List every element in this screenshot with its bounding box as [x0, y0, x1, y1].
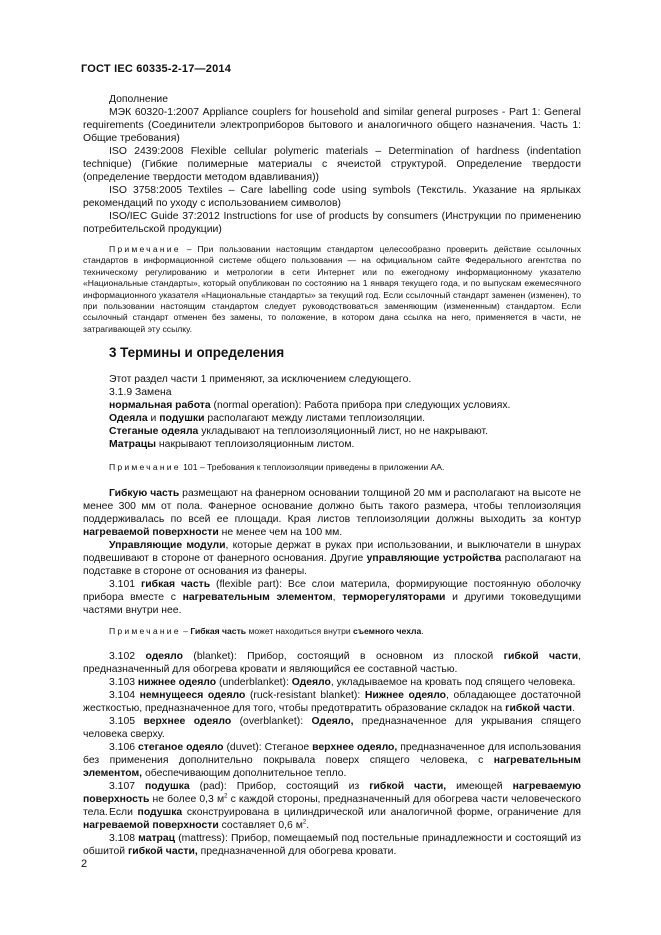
note-label: Примечание	[109, 244, 181, 254]
condition-blankets-pads: Одеяла и подушки располагают между листами теплоизоляции.	[109, 413, 426, 424]
definition-3-104: 3.104 немнущееся одеяло (ruck-resistant blanket): Нижнее одеяло, обладающее достаточной жесткостью, предназначенное для того, чтобы предотвратить образование складок на гибкой части.	[83, 690, 581, 714]
supplement-heading: Дополнение	[109, 94, 169, 105]
document-header: ГОСТ IEC 60335-2-17—2014	[81, 63, 232, 75]
definition-3-107: 3.107 подушка (pad): Прибор, состоящий из гибкой части, имеющей нагреваемую поверхность не более 0,3 $м^2$ с каждой стороны, предназначенный для обогрева части человеческого тела.	[83, 781, 581, 818]
condition-duvets: Стеганые одеяла укладывают на теплоизоляционный лист, но не накрывают.	[109, 426, 488, 437]
paragraph-pad-cylindrical: Если подушка сконструирована в цилиндрической или аналогичной форме, ограничение для нагреваемой поверхности составляет 0,6 $м^2$.	[83, 807, 582, 831]
definition-normal-operation: нормальная работа (normal operation): Работа прибора при следующих условиях.	[109, 400, 511, 411]
paragraph-flexible-part: Гибкую часть размещают на фанерном основании толщиной 20 мм и располагают на высоте не менее 300 мм от пола. Фанерное основание должно быть такого размера, чтобы теплоизоляция поддерживалась по всей ее площади. Края листов теплоизоляции должны выходить за контур нагреваемой поверхности не менее чем на 100 мм.	[83, 488, 581, 538]
note-flexible-part: Примечание – Гибкая часть может находиться внутри съемного чехла.	[109, 626, 424, 636]
note-101: Примечание 101 – Требования к теплоизоляции приведены в приложении АА.	[109, 462, 445, 472]
definition-3-101: 3.101 гибкая часть (flexible part): Все слои материла, формирующие постоянную оболочку прибора вместе с нагревательным элементом, терморегуляторами и другими токоведущими частями внутри нее.	[83, 579, 582, 616]
reference-iso-3758: ISO 3758:2005 Textiles – Care labelling code using symbols (Текстиль. Указание на ярлыках рекомендаций по уходу с использованием символов)	[83, 185, 581, 209]
reference-iso-2439: ISO 2439:2008 Flexible cellular polymeric materials – Determination of hardness (indentation technique) (Гибкие полимерные материалы с ячеистой структурой. Определение твердости (определение твердости методом вдавливания))	[83, 146, 581, 183]
definition-3-103: 3.103 нижнее одеяло (underblanket): Одеяло, укладываемое на кровать под спящего человека.	[109, 677, 576, 688]
section-title: 3 Термины и определения	[109, 345, 285, 360]
note-references	[83, 244, 581, 335]
definition-3-102: 3.102 одеяло (blanket): Прибор, состоящий в основном из плоской гибкой части, предназначенный для обогрева кровати и являющийся ее составной частью.	[83, 651, 582, 675]
definition-3-105: 3.105 верхнее одеяло (overblanket): Одеяло, предназначенное для укрывания спящего человека сверху.	[83, 716, 581, 740]
definition-3-108: 3.108 матрац (mattress): Прибор, помещаемый под постельные принадлежности и состоящий из обшитой гибкой части, предназначенной для обогрева кровати.	[83, 833, 582, 857]
paragraph-controls: Управляющие модули, которые держат в руках при использовании, и выключатели в шнурах подвешивают в стороне от фанерного основания. Другие управляющие устройства располагают на подставке в стороне от основания из фанеры.	[83, 540, 581, 577]
definition-3-106: 3.106 стеганое одеяло (duvet): Стеганое верхнее одеяло, предназначенное для использования без применения дополнительно покрывала поверх спящего человека, с нагревательным элементом, обеспечивающим дополнительное тепло.	[83, 742, 582, 779]
reference-iso-guide-37: ISO/IEC Guide 37:2012 Instructions for use of products by consumers (Инструкции по применению потребительской продукции)	[83, 211, 581, 235]
condition-mattresses: Матрацы накрывают теплоизоляционным листом.	[109, 439, 355, 450]
page-number: 2	[81, 858, 88, 870]
section-intro: Этот раздел части 1 применяют, за исключением следующего.	[109, 374, 412, 385]
note-text: – При пользовании настоящим стандартом целесообразно проверить действие ссылочных стандартов в информационной системе общего пользования — на официальном сайте Федерального агентства по техническому регулированию и метрологии в сети Интернет или по ежегодному информационному указателю «Национальные стандарты», который опубликован по состоянию на 1 января текущего года, и по выпускам ежемесячного информационного указателя «Национальные стандарты» за текущий год. Если ссылочный стандарт заменен (изменен), то при пользовании настоящим стандартом следует руководствоваться заменяющим (измененным) стандартом. Если ссылочный стандарт отменен без замены, то положение, в котором дана ссылка на него, применяется в части, не затрагивающей эту ссылку.	[83, 244, 581, 334]
clause-number: 3.1.9 Замена	[109, 387, 172, 398]
reference-iec-60320: МЭК 60320-1:2007 Appliance couplers for household and similar general purposes - Part 1: General requirements (Соединители электроприборов бытового и аналогичного общего назначения. Часть 1: Общие требования)	[83, 107, 581, 144]
